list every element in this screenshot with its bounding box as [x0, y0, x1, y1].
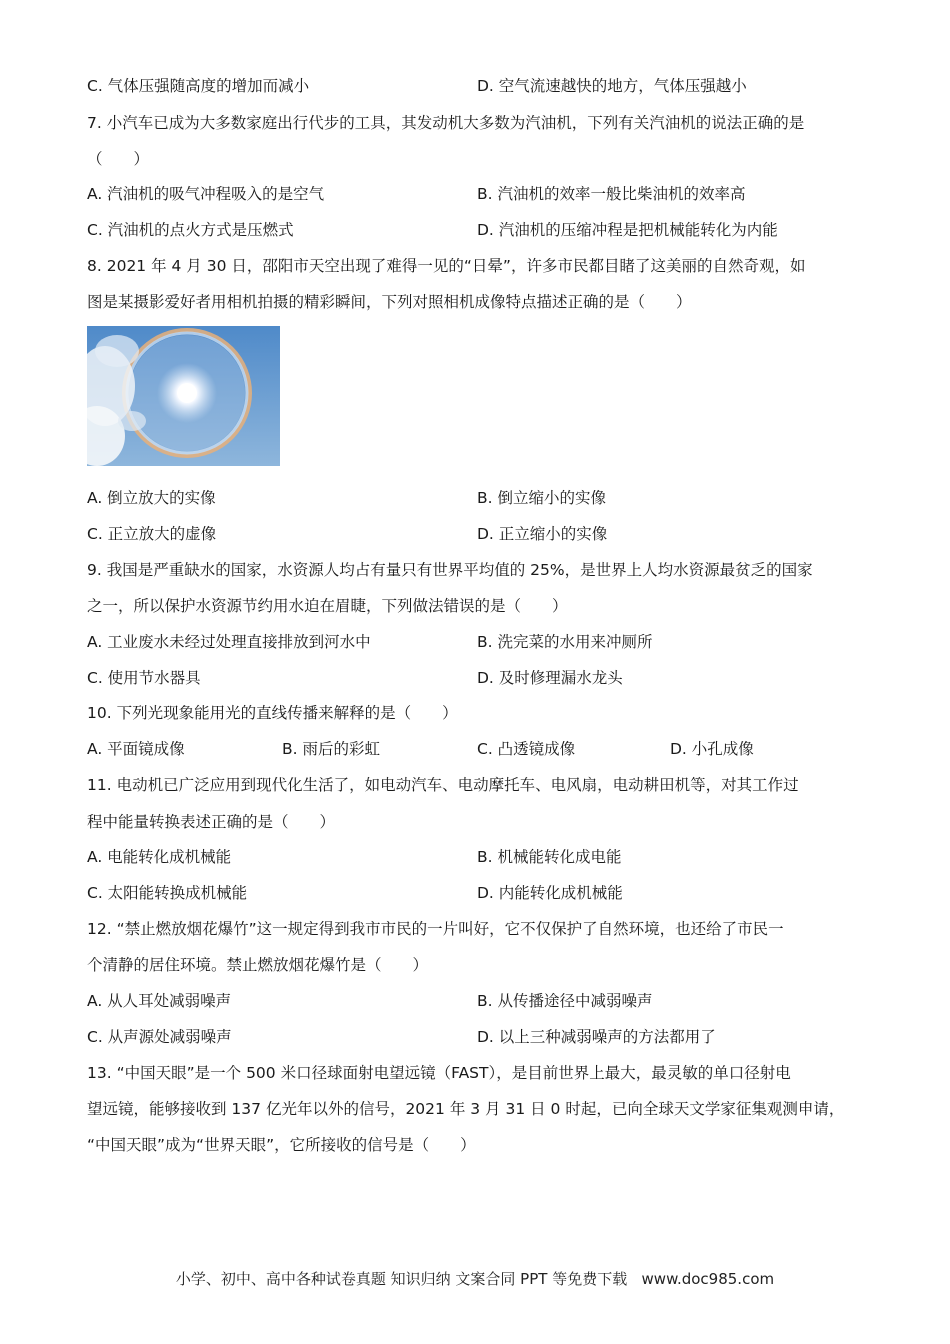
q6-option-d: D. 空气流速越快的地方，气体压强越小: [477, 77, 747, 95]
q9-option-c: C. 使用节水器具: [87, 669, 201, 687]
q12-option-d: D. 以上三种减弱噪声的方法都用了: [477, 1028, 716, 1046]
q8-option-a: A. 倒立放大的实像: [87, 489, 216, 507]
q12-option-c: C. 从声源处减弱噪声: [87, 1028, 232, 1046]
footer-url[interactable]: www.doc985.com: [641, 1270, 775, 1288]
q12-stem-line2: 个清静的居住环境。禁止燃放烟花爆竹是（ ）: [87, 956, 429, 974]
q9-stem-line2: 之一，所以保护水资源节约用水迫在眉睫，下列做法错误的是（ ）: [87, 597, 568, 615]
q11-stem-line2: 程中能量转换表述正确的是（ ）: [87, 813, 336, 831]
q7-stem-line1: 7. 小汽车已成为大多数家庭出行代步的工具，其发动机大多数为汽油机，下列有关汽油机的说法正确的是: [87, 114, 805, 132]
q10-option-a: A. 平面镜成像: [87, 740, 185, 758]
q9-option-b: B. 洗完菜的水用来冲厕所: [477, 633, 653, 651]
q11-option-c: C. 太阳能转换成机械能: [87, 884, 248, 902]
q9-stem-line1: 9. 我国是严重缺水的国家，水资源人均占有量只有世界平均值的 25%，是世界上人均水资源最贫乏的国家: [87, 561, 813, 579]
q7-option-c: C. 汽油机的点火方式是压燃式: [87, 221, 294, 239]
q11-option-d: D. 内能转化成机械能: [477, 884, 623, 902]
q7-option-a: A. 汽油机的吸气冲程吸入的是空气: [87, 185, 325, 203]
q13-stem-line1: 13. “中国天眼”是一个 500 米口径球面射电望远镜（FAST），是目前世界上最大，最灵敏的单口径射电: [87, 1064, 791, 1082]
q7-option-d: D. 汽油机的压缩冲程是把机械能转化为内能: [477, 221, 778, 239]
q10-option-d: D. 小孔成像: [670, 740, 754, 758]
footer-text: 小学、初中、高中各种试卷真题 知识归纳 文案合同 PPT 等免费下载: [175, 1270, 628, 1288]
q12-option-a: A. 从人耳处减弱噪声: [87, 992, 232, 1010]
q10-stem: 10. 下列光现象能用光的直线传播来解释的是（ ）: [87, 704, 458, 722]
q8-option-d: D. 正立缩小的实像: [477, 525, 608, 543]
q10-option-c: C. 凸透镜成像: [477, 740, 576, 758]
q13-stem-line3: “中国天眼”成为“世界天眼”，它所接收的信号是（ ）: [87, 1136, 476, 1154]
page-footer: [0, 1268, 950, 1289]
q8-option-c: C. 正立放大的虚像: [87, 525, 217, 543]
q12-option-b: B. 从传播途径中减弱噪声: [477, 992, 653, 1010]
q7-option-b: B. 汽油机的效率一般比柴油机的效率高: [477, 185, 746, 203]
q9-option-d: D. 及时修理漏水龙头: [477, 669, 623, 687]
q8-option-b: B. 倒立缩小的实像: [477, 489, 606, 507]
q6-option-c: C. 气体压强随高度的增加而减小: [87, 77, 310, 95]
q10-option-b: B. 雨后的彩虹: [282, 740, 380, 758]
q8-stem-line2: 图是某摄影爱好者用相机拍摄的精彩瞬间，下列对照相机成像特点描述正确的是（ ）: [87, 293, 692, 311]
q11-stem-line1: 11. 电动机已广泛应用到现代化生活了，如电动汽车、电动摩托车、电风扇，电动耕田机等，对其工作过: [87, 776, 799, 794]
q11-option-b: B. 机械能转化成电能: [477, 848, 622, 866]
sun-halo-photo: [87, 326, 280, 466]
q11-option-a: A. 电能转化成机械能: [87, 848, 232, 866]
q7-stem-line2: （ ）: [87, 150, 150, 168]
q9-option-a: A. 工业废水未经过处理直接排放到河水中: [87, 633, 371, 651]
q12-stem-line1: 12. “禁止燃放烟花爆竹”这一规定得到我市市民的一片叫好，它不仅保护了自然环境，也还给了市民一: [87, 920, 784, 938]
q13-stem-line2: 望远镜，能够接收到 137 亿光年以外的信号，2021 年 3 月 31 日 0 时起，已向全球天文学家征集观测申请，: [87, 1100, 845, 1118]
q8-stem-line1: 8. 2021 年 4 月 30 日，邵阳市天空出现了难得一见的“日晕”，许多市民都目睹了这美丽的自然奇观，如: [87, 257, 806, 275]
